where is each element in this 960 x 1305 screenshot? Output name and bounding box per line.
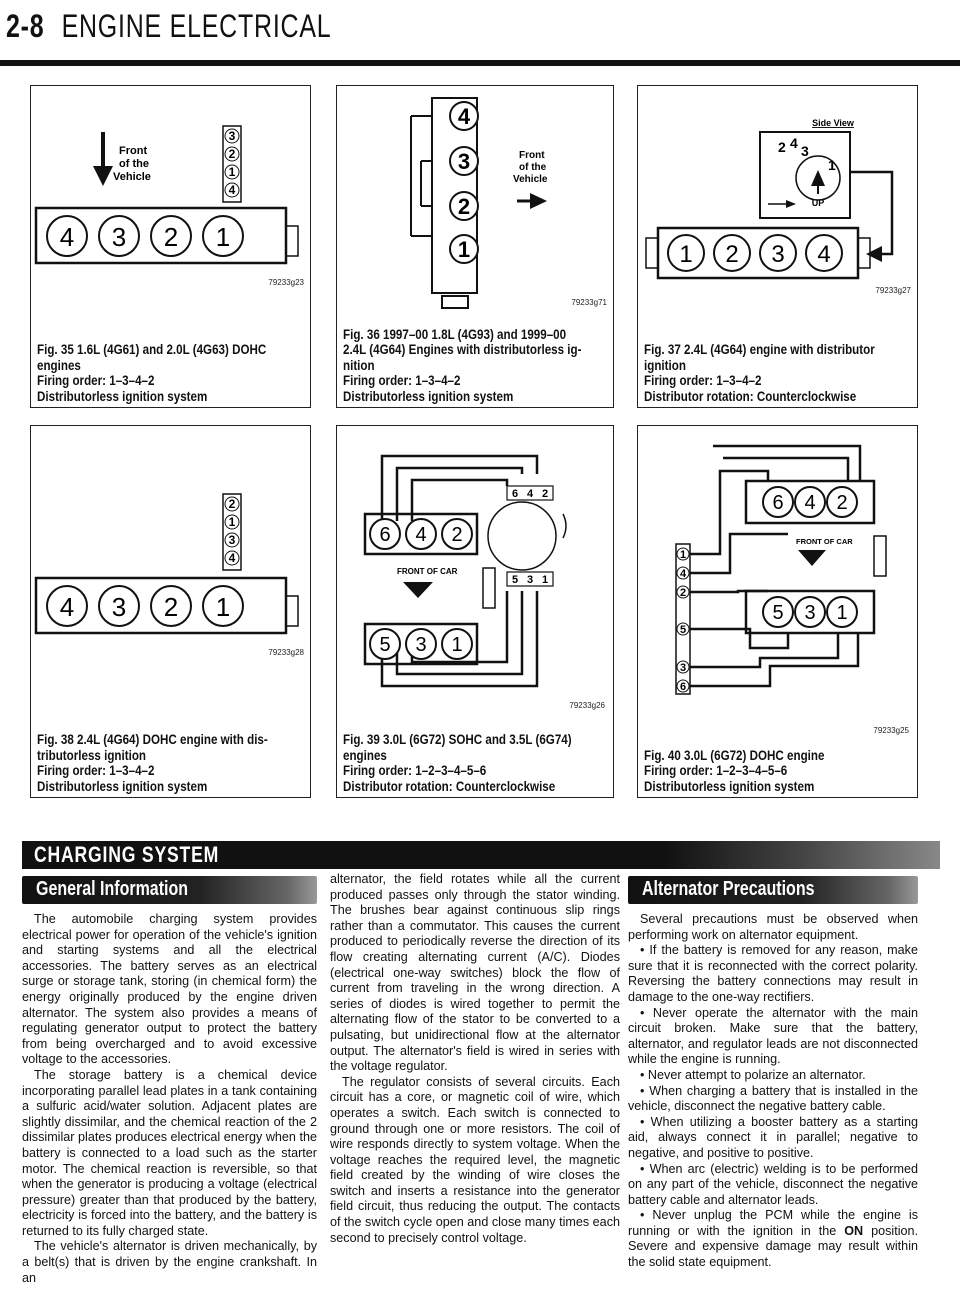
fig37-cyl-4: 4 (817, 241, 831, 268)
fig37-cyl-2: 2 (725, 241, 739, 268)
bullet-text: Never operate the alternator with the main circuit broken. Make sure that the battery, alternator, and regulator leads are not disconnected while the engine is running. (628, 1005, 918, 1067)
fig40-bank-bot-3: 1 (836, 602, 848, 624)
fig35-cyl-2: 3 (111, 222, 127, 252)
figure-caption (644, 748, 936, 795)
figure-caption (343, 327, 635, 405)
fig39-cap-top-3: 2 (541, 488, 549, 500)
fig37-cap-2: 4 (790, 135, 798, 151)
caption-line: Firing order: 1–3–4–2 (644, 373, 762, 388)
general-info-column (22, 912, 317, 1286)
bullet-item: • Never operate the alternator with the main circuit broken. Make sure that the battery, alternator, and regulator leads are not disconnected while the engine is running. (628, 1005, 918, 1067)
fig38-coil-4: 4 (228, 551, 236, 565)
bullet-text: When arc (electric) welding is to be performed on any part of the vehicle, disconnect the negative battery cable and alternator leads. (628, 1161, 918, 1207)
bullet-item: • Never attempt to polarize an alternator. (640, 1067, 866, 1082)
caption-line: Fig. 40 3.0L (6G72) DOHC engine (644, 747, 825, 763)
caption-line: Distributor rotation: Counterclockwise (343, 778, 556, 794)
caption-line: Firing order: 1–2–3–4–5–6 (644, 763, 788, 778)
bullet-item: • When charging a battery that is installed in the vehicle, disconnect the negative battery cable. (628, 1083, 918, 1114)
fig40-bank-bot-2: 3 (804, 602, 816, 624)
caption-line: Distributorless ignition system (644, 778, 815, 794)
fig35-coil-1: 3 (228, 129, 236, 143)
caption-line: Fig. 39 3.0L (6G72) SOHC and 3.5L (6G74) (343, 732, 572, 747)
bullet-text: If the battery is removed for any reason, make sure that it is reconnected with the correct polarity. Reversing the battery connections may result in damage to the one-way rectifiers. (628, 943, 918, 1004)
bullet-text: When charging a battery that is installed in the vehicle, disconnect the negative battery cable. (628, 1083, 918, 1114)
fig40-coil-4: 5 (679, 624, 687, 636)
fig35-coil-4: 4 (228, 183, 236, 197)
fig38-cyl-1: 4 (59, 592, 75, 622)
general-info-heading: General Information (36, 878, 189, 900)
caption-line: Fig. 38 2.4L (4G64) DOHC engine with dis- (37, 732, 268, 747)
bullet-item: • Never unplug the PCM while the engine is running or with the ignition in the ON position. Severe and expensive damage may result within the solid state equipment. (628, 1208, 918, 1270)
fig35-coil-3: 1 (228, 165, 236, 179)
caption-line: Firing order: 1–3–4–2 (37, 763, 155, 778)
bullet-item: • When utilizing a booster battery as a starting aid, always connect it in parallel; negative to negative, and positive to positive. (628, 1114, 918, 1160)
figure-caption (37, 732, 329, 794)
paragraph: Several precautions must be observed when performing work on alternator equipment. (628, 912, 918, 942)
fig39-bank-top-3: 2 (451, 524, 463, 546)
page-number: 2-8 (6, 8, 45, 44)
caption-line: nition (343, 357, 375, 373)
fig37-cyl-3: 3 (771, 241, 785, 268)
caption-line: Fig. 35 1.6L (4G61) and 2.0L (4G63) DOHC (37, 342, 267, 357)
fig40-bank-top-3: 2 (836, 492, 848, 514)
caption-line: Firing order: 1–3–4–2 (343, 373, 461, 388)
figure-36 (336, 85, 614, 408)
fig36-front-3: Vehicle (513, 174, 548, 185)
fig35-front-3: Vehicle (113, 171, 151, 183)
fig38-coil-3: 3 (228, 533, 236, 547)
figure-37-diagram (638, 86, 917, 316)
bullet-item: • If the battery is removed for any reason, make sure that it is reconnected with the correct polarity. Reversing the battery connections may result in damage to the one-way rectifiers. (628, 943, 918, 1004)
figure-35 (30, 85, 311, 408)
fig38-cyl-3: 2 (163, 592, 179, 622)
fig39-front-of-car: FRONT OF CAR (397, 567, 458, 576)
fig35-coil-2: 2 (228, 147, 236, 161)
page-title: ENGINE ELECTRICAL (61, 8, 332, 44)
paragraph: The automobile charging system provides electrical power for operation of the vehicle's ignition and starting systems and all the electrical accessories. The battery serves as an electrical surge or storage tank, storing (in chemical form) the energy originally produced by the engine driven alternator. The system also provides a means of regulating generator output to protect the battery from being overcharged and to avoid excessive voltage to the accessories. (22, 912, 317, 1067)
fig37-cap-3: 3 (801, 143, 809, 159)
caption-line: Distributor rotation: Counterclockwise (644, 388, 857, 404)
bullet-item: • When arc (electric) welding is to be performed on any part of the vehicle, disconnect the negative battery cable and alternator leads. (628, 1161, 918, 1207)
caption-line: engines (37, 357, 81, 373)
fig39-cap-bot-3: 1 (541, 574, 549, 586)
caption-line: Fig. 37 2.4L (4G64) engine with distributor (644, 342, 875, 357)
fig39-cap-top-2: 4 (526, 488, 534, 500)
fig39-bank-bot-1: 5 (379, 634, 391, 656)
fig40-coil-2: 4 (679, 568, 687, 580)
fig37-cap-4: 1 (828, 157, 836, 173)
fig38-coil-1: 2 (228, 497, 236, 511)
figure-37 (637, 85, 918, 408)
fig40-coil-3: 2 (679, 587, 687, 599)
fig38-cyl-2: 3 (111, 592, 127, 622)
caption-line: 2.4L (4G64) Engines with distributorless ig- (343, 342, 582, 357)
paragraph: The vehicle's alternator is driven mechanically, by a belt(s) that is driven by the engine crankshaft. In an (22, 1239, 317, 1285)
bullet-text: Never unplug the PCM while the engine is running or with the ignition in the (628, 1208, 918, 1238)
fig40-coil-6: 6 (679, 681, 687, 693)
figure-36-diagram (337, 86, 613, 316)
fig35-cyl-3: 2 (163, 222, 179, 252)
bullet-text: Never attempt to polarize an alternator. (647, 1067, 866, 1082)
caption-line: Firing order: 1–3–4–2 (37, 373, 155, 388)
figure-40 (637, 425, 918, 798)
fig40-bank-bot-1: 5 (772, 602, 784, 624)
section-title: CHARGING SYSTEM (34, 842, 220, 867)
fig40-coil-5: 3 (679, 662, 687, 674)
figure-caption (37, 342, 329, 404)
fig39-cap-top-1: 6 (511, 488, 519, 500)
page-header (6, 8, 331, 45)
caption-line: tributorless ignition (37, 747, 147, 763)
fig39-bank-bot-3: 1 (451, 634, 463, 656)
caption-line: Distributorless ignition system (37, 778, 208, 794)
figure-38-diagram (31, 426, 310, 706)
fig35-cyl-4: 1 (215, 222, 231, 252)
fig35-cyl-1: 4 (59, 222, 75, 252)
fig37-cap-1: 2 (778, 139, 786, 155)
figure-40-diagram (638, 426, 917, 716)
fig37-cyl-1: 1 (679, 241, 693, 268)
figure-code: 79233g28 (268, 648, 304, 657)
figure-code: 79233g23 (268, 278, 304, 287)
figure-39-diagram (337, 426, 613, 716)
fig39-bank-top-1: 6 (379, 524, 391, 546)
caption-line: Firing order: 1–2–3–4–5–6 (343, 763, 487, 778)
figure-code: 79233g25 (873, 726, 909, 735)
fig37-side-view: Side View (812, 118, 854, 128)
figure-caption (343, 732, 635, 794)
paragraph: The storage battery is a chemical device incorporating parallel lead plates in a tank containing a sulfuric acid/water solution. Adjacent plates are slightly dissimilar, and the chemical reaction of the 2 dissimilar plates produces electrical energy when the battery is connected to a load such as the starter motor. The chemical reaction is reversible, so that when the generator is producing a voltage (electrical pressure) greater than that produced by the battery, electricity is forced into the battery, and the battery is returned to its fully charged state. (22, 1067, 317, 1238)
section-banner (22, 841, 940, 869)
fig39-cap-bot-1: 5 (511, 574, 519, 586)
fig39-cap-bot-2: 3 (526, 574, 534, 586)
fig40-front-of-car: FRONT OF CAR (796, 537, 853, 546)
caption-line: ignition (644, 357, 686, 373)
fig40-coil-1: 1 (679, 549, 687, 561)
header-rule (0, 60, 960, 66)
fig40-bank-top-1: 6 (772, 492, 784, 514)
general-info-heading-bar (22, 876, 317, 904)
paragraph: alternator, the field rotates while all the current produced passes only through the stator winding. The brushes bear against continuous slip rings rather than a commutator. This causes the current produced to periodically reverse the direction of its flow creating alternating current (A/C). Diodes (electrical one-way switches) block the flow of current from traveling in the wrong direction. A series of diodes is wired together to permit the alternating flow of the stator to be converted to a pulsating, but unidirectional flow at the alternator output. The alternator's field is wired in series with the voltage regulator. (330, 872, 620, 1074)
fig38-coil-2: 1 (228, 515, 236, 529)
fig37-up: UP (811, 198, 825, 208)
figure-code: 79233g26 (569, 701, 605, 710)
middle-column (330, 872, 620, 1246)
caption-line: Distributorless ignition system (37, 388, 208, 404)
figure-caption (644, 342, 936, 404)
figure-code: 79233g71 (571, 298, 607, 307)
precautions-heading: Alternator Precautions (642, 878, 815, 900)
caption-line: Distributorless ignition system (343, 388, 514, 404)
caption-line: engines (343, 747, 387, 763)
fig40-bank-top-2: 4 (804, 492, 816, 514)
caption-line: Fig. 36 1997–00 1.8L (4G93) and 1999–00 (343, 326, 567, 342)
fig36-coil-2: 3 (457, 149, 471, 174)
figure-39 (336, 425, 614, 798)
fig36-coil-3: 2 (457, 194, 471, 219)
fig36-front-2: of the (519, 162, 547, 173)
precautions-heading-bar (628, 876, 918, 904)
fig38-cyl-4: 1 (215, 592, 231, 622)
precautions-column (628, 912, 918, 1271)
fig36-coil-4: 1 (457, 237, 471, 262)
fig39-bank-top-2: 4 (415, 524, 427, 546)
figure-38 (30, 425, 311, 798)
fig35-front-1: Front (119, 145, 148, 157)
fig36-coil-1: 4 (457, 104, 471, 129)
bullet-text: position. Severe and expensive damage may result within the solid state equipment. (628, 1223, 918, 1270)
bullet-bold: ON (844, 1223, 864, 1238)
bullet-text: When utilizing a booster battery as a starting aid, always connect it in parallel; negative to negative, and positive to positive. (628, 1114, 918, 1160)
fig39-bank-bot-2: 3 (415, 634, 427, 656)
fig36-front-1: Front (519, 150, 545, 161)
fig35-front-2: of the (119, 158, 149, 170)
paragraph: The regulator consists of several circuits. Each circuit has a core, or magnetic coil of wire, which operates a switch. Each switch is connected to ground through one or more resistors. The coil of wire responds directly to system voltage. When the voltage reaches the required level, the magnetic field created by the winding of wire closes the switch and inserts a resistance into the generator field circuit, thus reducing the output. The contacts of the switch cycle open and close many times each second to precisely control voltage. (330, 1074, 620, 1245)
figure-code: 79233g27 (875, 286, 911, 295)
